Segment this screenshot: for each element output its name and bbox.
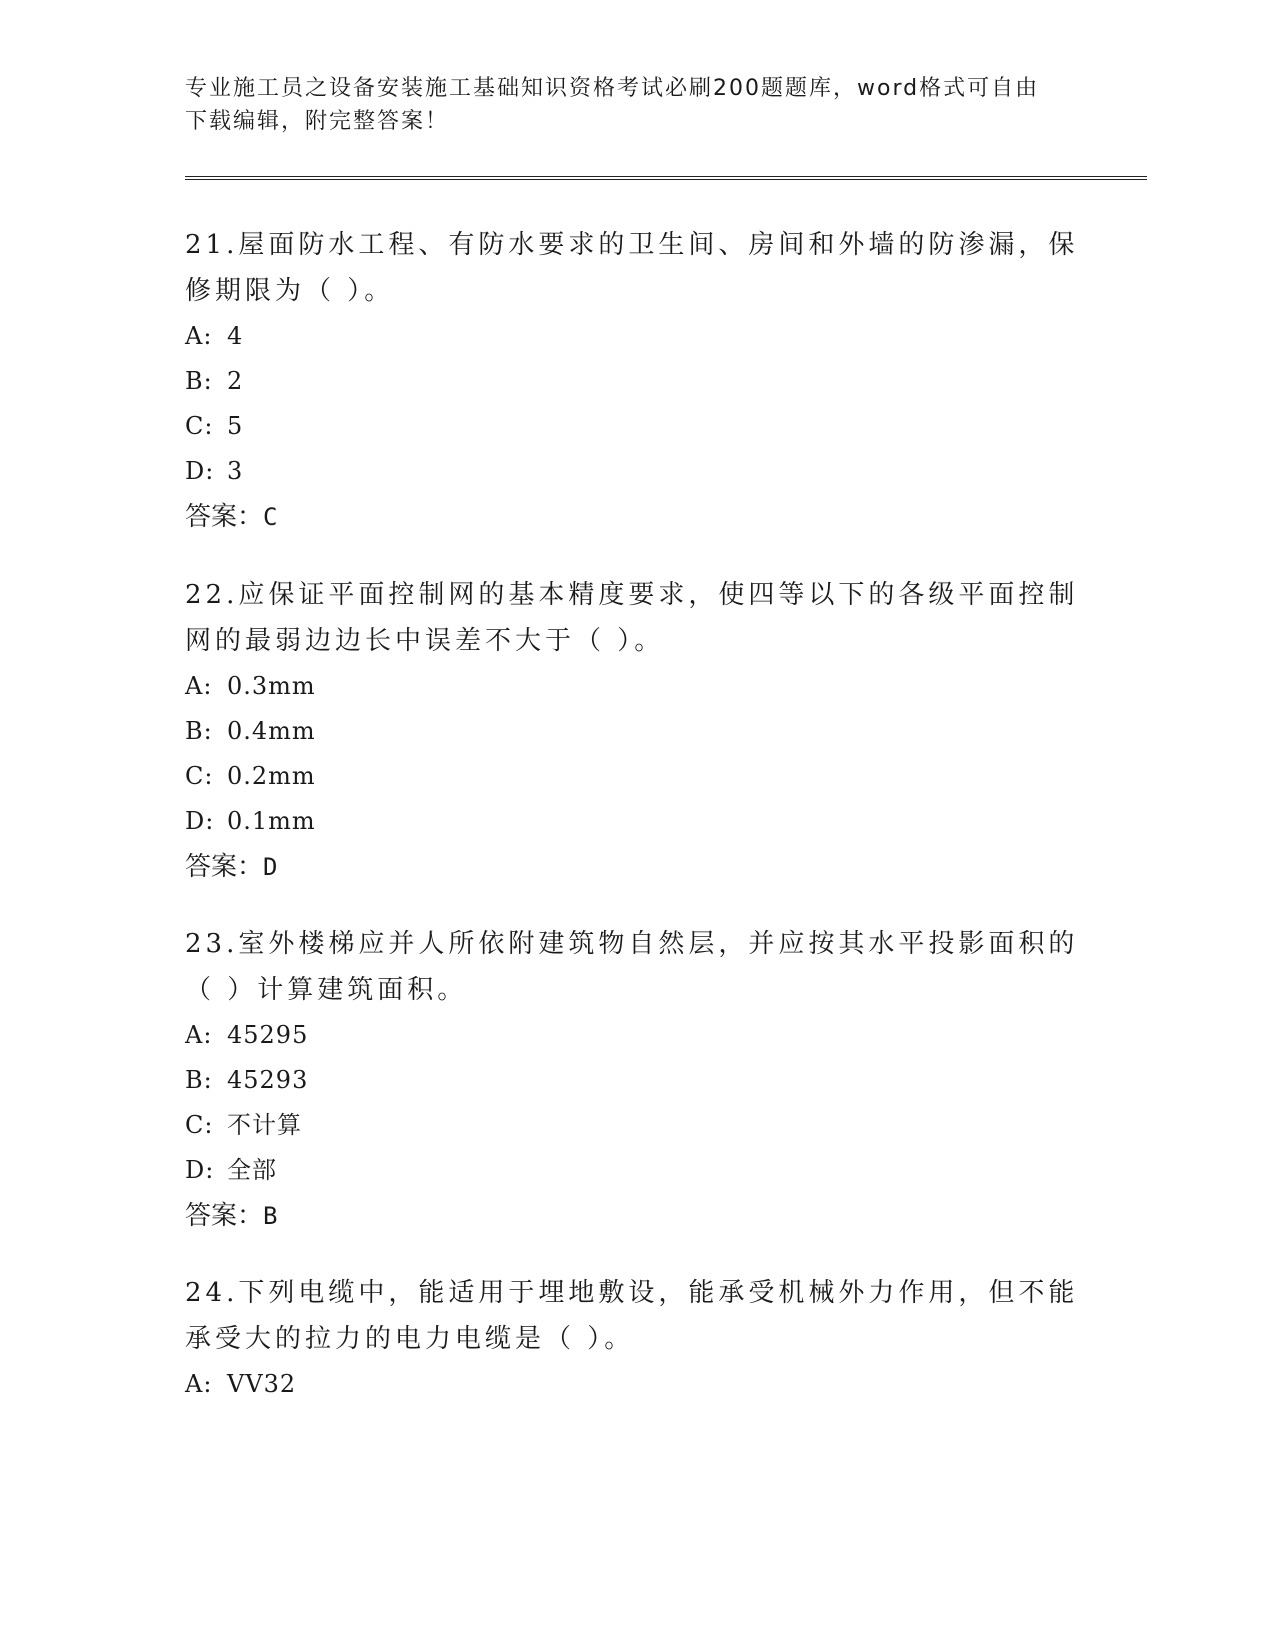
option-value: 45293 (227, 1066, 309, 1094)
option-b (185, 359, 1085, 404)
option-key: A: (185, 672, 213, 700)
option-value: 4 (227, 322, 244, 350)
option-b (185, 1058, 1085, 1103)
option-value: VV32 (227, 1370, 297, 1398)
option-c (185, 404, 1085, 449)
option-key: C: (185, 412, 214, 440)
option-value: 0.4mm (227, 717, 316, 745)
option-value: 不计算 (227, 1111, 302, 1139)
option-a (185, 1013, 1085, 1058)
question-21 (185, 222, 1085, 540)
option-key: C: (185, 762, 214, 790)
option-c (185, 754, 1085, 799)
answer-value: C (263, 503, 278, 531)
option-key: C: (185, 1111, 214, 1139)
option-d (185, 799, 1085, 844)
option-a (185, 1362, 1085, 1407)
option-value: 0.2mm (227, 762, 316, 790)
answer-label: 答案： (185, 502, 264, 532)
answer-value: D (263, 853, 278, 881)
option-d (185, 1148, 1085, 1193)
option-key: B: (185, 367, 213, 395)
option-value: 0.1mm (227, 807, 316, 835)
option-key: A: (185, 1370, 213, 1398)
question-23 (185, 921, 1085, 1239)
option-key: A: (185, 1021, 213, 1049)
question-stem: 22.应保证平面控制网的基本精度要求，使四等以下的各级平面控制网的最弱边边长中误差不大于（ ）。 (185, 580, 1079, 656)
option-value: 5 (227, 412, 244, 440)
option-a (185, 664, 1085, 709)
option-key: D: (185, 1156, 215, 1184)
option-key: D: (185, 807, 215, 835)
answer-label: 答案： (185, 1201, 264, 1231)
option-key: B: (185, 717, 213, 745)
option-value: 3 (227, 457, 244, 485)
option-key: A: (185, 322, 213, 350)
option-b (185, 709, 1085, 754)
answer-line (185, 494, 1085, 540)
answer-label: 答案： (185, 852, 264, 882)
question-stem: 23.室外楼梯应并人所依附建筑物自然层，并应按其水平投影面积的（ ）计算建筑面积。 (185, 929, 1079, 1005)
option-value: 全部 (227, 1156, 277, 1184)
option-c (185, 1103, 1085, 1148)
option-value: 2 (227, 367, 244, 395)
answer-line (185, 1193, 1085, 1239)
option-d (185, 449, 1085, 494)
answer-value: B (263, 1202, 278, 1230)
option-key: B: (185, 1066, 213, 1094)
question-stem: 24.下列电缆中，能适用于埋地敷设，能承受机械外力作用，但不能承受大的拉力的电力电缆是（ ）。 (185, 1278, 1079, 1354)
answer-line (185, 844, 1085, 890)
option-key: D: (185, 457, 215, 485)
question-22 (185, 572, 1085, 890)
question-24 (185, 1270, 1085, 1407)
document-header: 专业施工员之设备安装施工基础知识资格考试必刷200题题库，word格式可自由下载编辑，附完整答案！ (185, 76, 1040, 134)
option-value: 45295 (227, 1021, 309, 1049)
header-divider (185, 176, 1147, 180)
question-stem: 21.屋面防水工程、有防水要求的卫生间、房间和外墙的防渗漏，保修期限为（ ）。 (185, 230, 1079, 306)
option-value: 0.3mm (227, 672, 316, 700)
option-a (185, 314, 1085, 359)
